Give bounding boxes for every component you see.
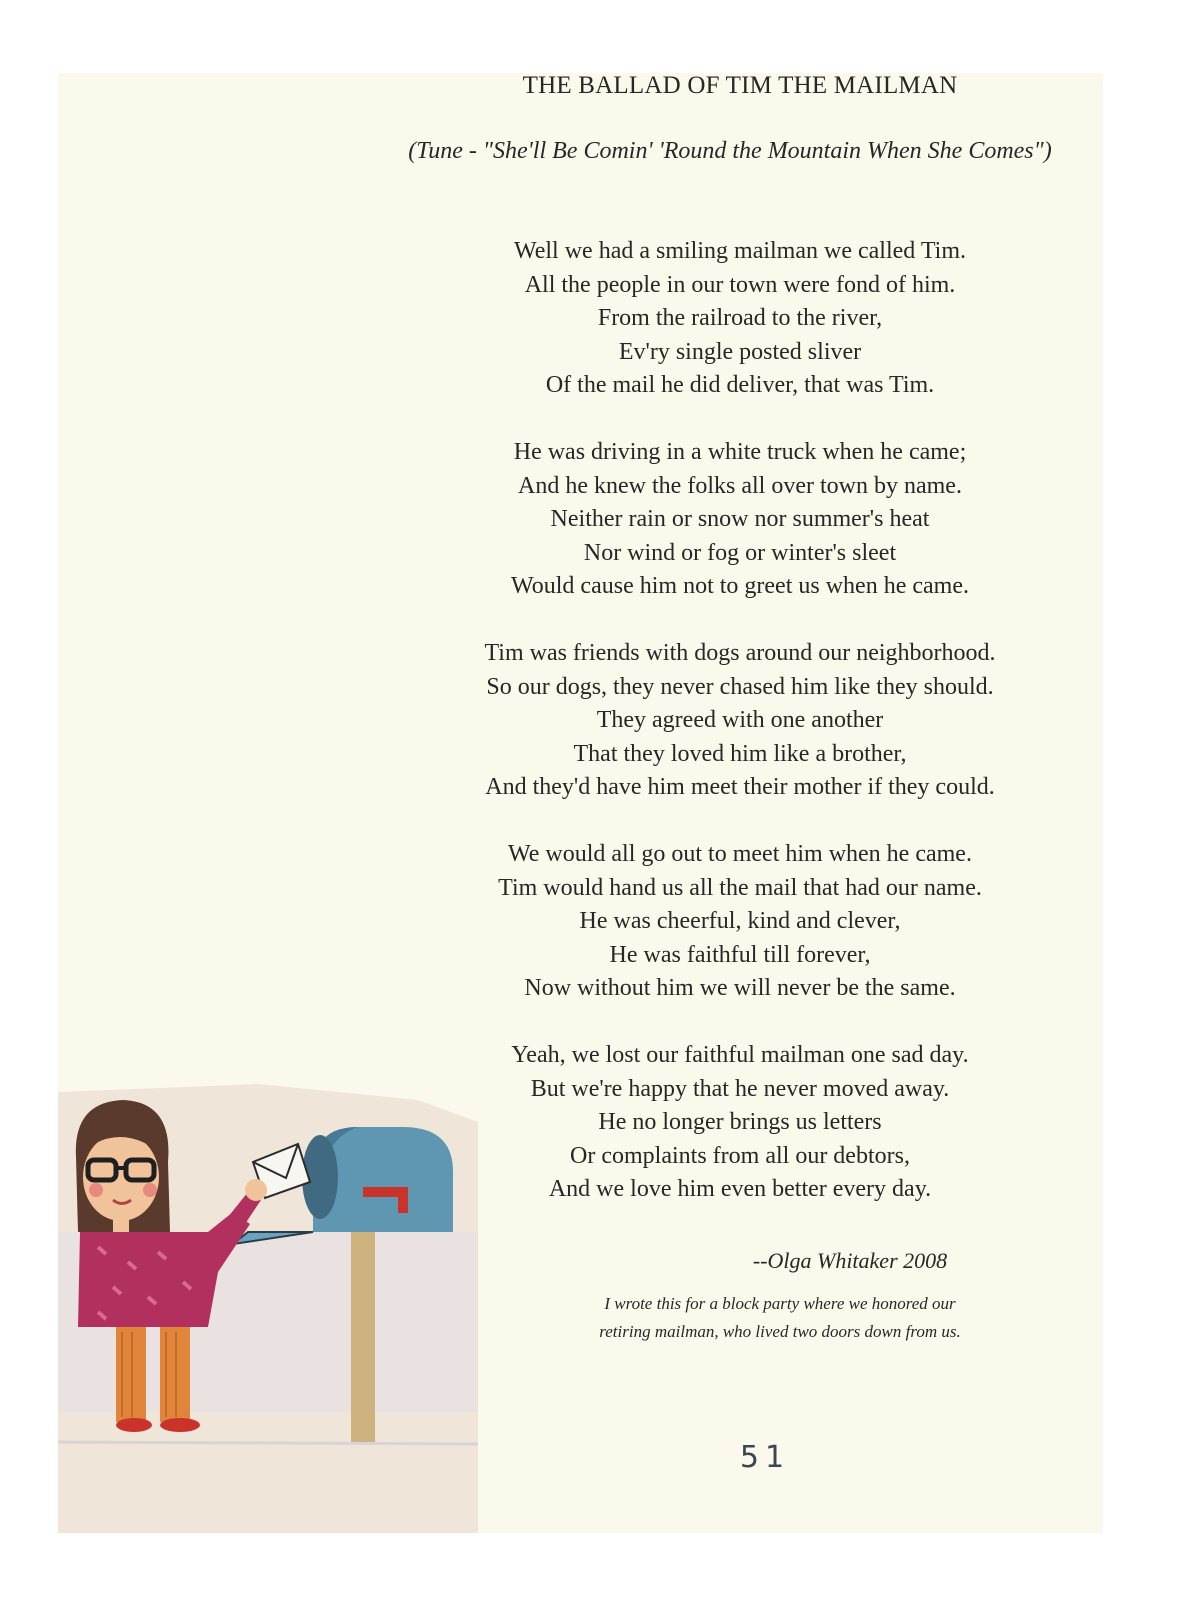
poem-line: And they'd have him meet their mother if they could. — [485, 774, 995, 800]
woman-shoe — [116, 1418, 152, 1432]
woman-cheek — [143, 1183, 157, 1197]
ground-line — [58, 1442, 478, 1444]
poem-line: They agreed with one another — [596, 707, 884, 733]
woman-neck — [113, 1218, 129, 1232]
note-line: retiring mailman, who lived two doors down from us. — [599, 1322, 961, 1341]
poem-line: Or complaints from all our debtors, — [570, 1142, 910, 1169]
woman-face — [83, 1133, 159, 1221]
poem-line: And he knew the folks all over town by name. — [518, 472, 962, 499]
note-line: I wrote this for a block party where we honored our — [604, 1294, 956, 1313]
tune-subtitle: (Tune - "She'll Be Comin' 'Round the Mountain When She Comes") — [408, 138, 1052, 164]
poem-line: But we're happy that he never moved away. — [530, 1075, 950, 1102]
woman-shoe — [160, 1418, 200, 1432]
poem-body — [420, 235, 1060, 1240]
poem-line: Yeah, we lost our faithful mailman one sad day. — [511, 1042, 969, 1068]
poem-line: He was faithful till forever, — [609, 941, 871, 968]
woman-hand — [245, 1179, 267, 1201]
poem-line: All the people in our town were fond of him. — [524, 271, 956, 298]
poem-line: Well we had a smiling mailman we called Tim. — [514, 238, 966, 264]
stanza-3 — [420, 637, 1060, 805]
poem-line: Would cause him not to greet us when he came. — [511, 573, 969, 599]
mailbox-flag-post — [398, 1187, 408, 1213]
author-signature: --Olga Whitaker 2008 — [752, 1248, 948, 1273]
poem-line: Of the mail he did deliver, that was Tim. — [545, 372, 935, 398]
poem-line: So our dogs, they never chased him like they should. — [486, 673, 994, 700]
poem-line: Tim was friends with dogs around our neighborhood. — [484, 640, 996, 666]
mailbox-post — [351, 1232, 375, 1442]
poem-line: Nor wind or fog or winter's sleet — [583, 539, 897, 566]
poem-line: He no longer brings us letters — [598, 1109, 882, 1135]
poem-line: And we love him even better every day. — [548, 1176, 932, 1202]
poem-line: That they loved him like a brother, — [573, 740, 907, 767]
poem-line: Tim would hand us all the mail that had our name. — [498, 874, 982, 901]
poem-line: Ev'ry single posted sliver — [618, 338, 862, 365]
poem-line: He was driving in a white truck when he came; — [513, 439, 967, 465]
woman-mailbox-illustration — [58, 1082, 478, 1533]
author-note — [540, 1290, 1020, 1346]
stanza-2 — [420, 436, 1060, 604]
stanza-1 — [420, 235, 1060, 403]
poem-line: Now without him we will never be the same. — [524, 975, 956, 1001]
poem-line: He was cheerful, kind and clever, — [579, 908, 901, 934]
poem-line: Neither rain or snow nor summer's heat — [550, 506, 930, 532]
poem-line: We would all go out to meet him when he came. — [508, 841, 972, 867]
stanza-4 — [420, 838, 1060, 1006]
stanza-5 — [420, 1039, 1060, 1207]
poem-line: From the railroad to the river, — [597, 305, 883, 331]
woman-cheek — [89, 1183, 103, 1197]
page-number: 51 — [739, 1440, 791, 1475]
poem-title: THE BALLAD OF TIM THE MAILMAN — [522, 72, 958, 99]
